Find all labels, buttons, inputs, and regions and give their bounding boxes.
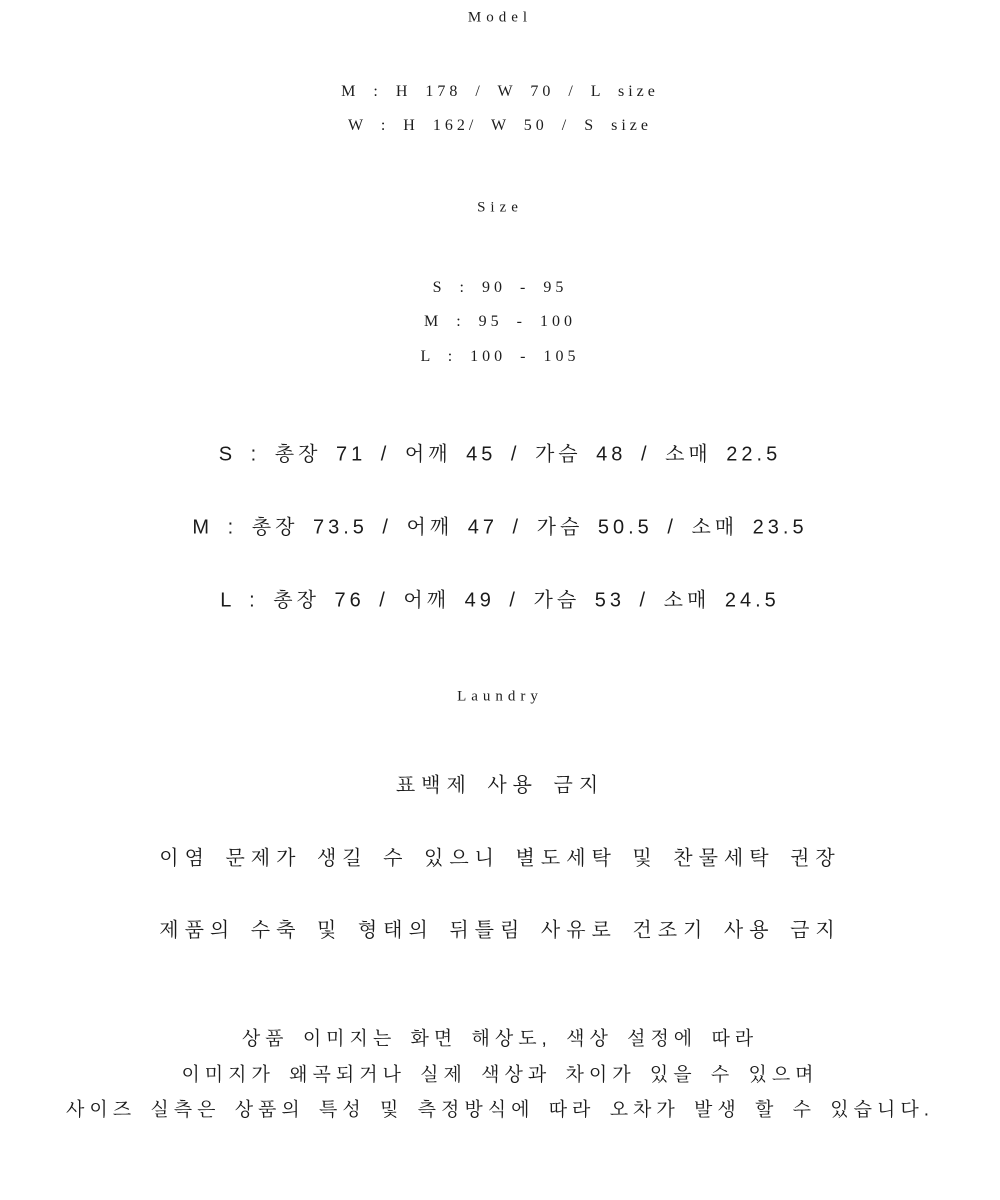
model-female-spec: W : H 162/ W 50 / S size [348,117,652,134]
size-heading: Size [477,199,523,216]
size-range-m: M : 95 - 100 [424,313,576,330]
measurement-s: S : 총장 71 / 어깨 45 / 가슴 48 / 소매 22.5 [218,443,782,466]
disclaimer-line-3: 사이즈 실측은 상품의 특성 및 측정방식에 따라 오차가 발생 할 수 있습니다. [66,1099,934,1121]
measurement-l: L : 총장 76 / 어깨 49 / 가슴 53 / 소매 24.5 [220,589,780,612]
disclaimer-line-1: 상품 이미지는 화면 해상도, 색상 설정에 따라 [241,1028,759,1050]
laundry-separate-cold-wash: 이염 문제가 생길 수 있으니 별도세탁 및 찬물세탁 권장 [159,847,841,870]
size-range-s: S : 90 - 95 [432,279,568,296]
laundry-heading: Laundry [457,688,543,705]
model-heading: Model [467,9,533,26]
model-male-spec: M : H 178 / W 70 / L size [341,83,659,100]
measurement-m: M : 총장 73.5 / 어깨 47 / 가슴 50.5 / 소매 23.5 [192,516,808,539]
disclaimer-line-2: 이미지가 왜곡되거나 실제 색상과 차이가 있을 수 있으며 [181,1064,819,1086]
size-range-l: L : 100 - 105 [420,348,580,365]
laundry-no-dryer: 제품의 수축 및 형태의 뒤틀림 사유로 건조기 사용 금지 [159,919,841,942]
laundry-no-bleach: 표백제 사용 금지 [395,774,605,797]
